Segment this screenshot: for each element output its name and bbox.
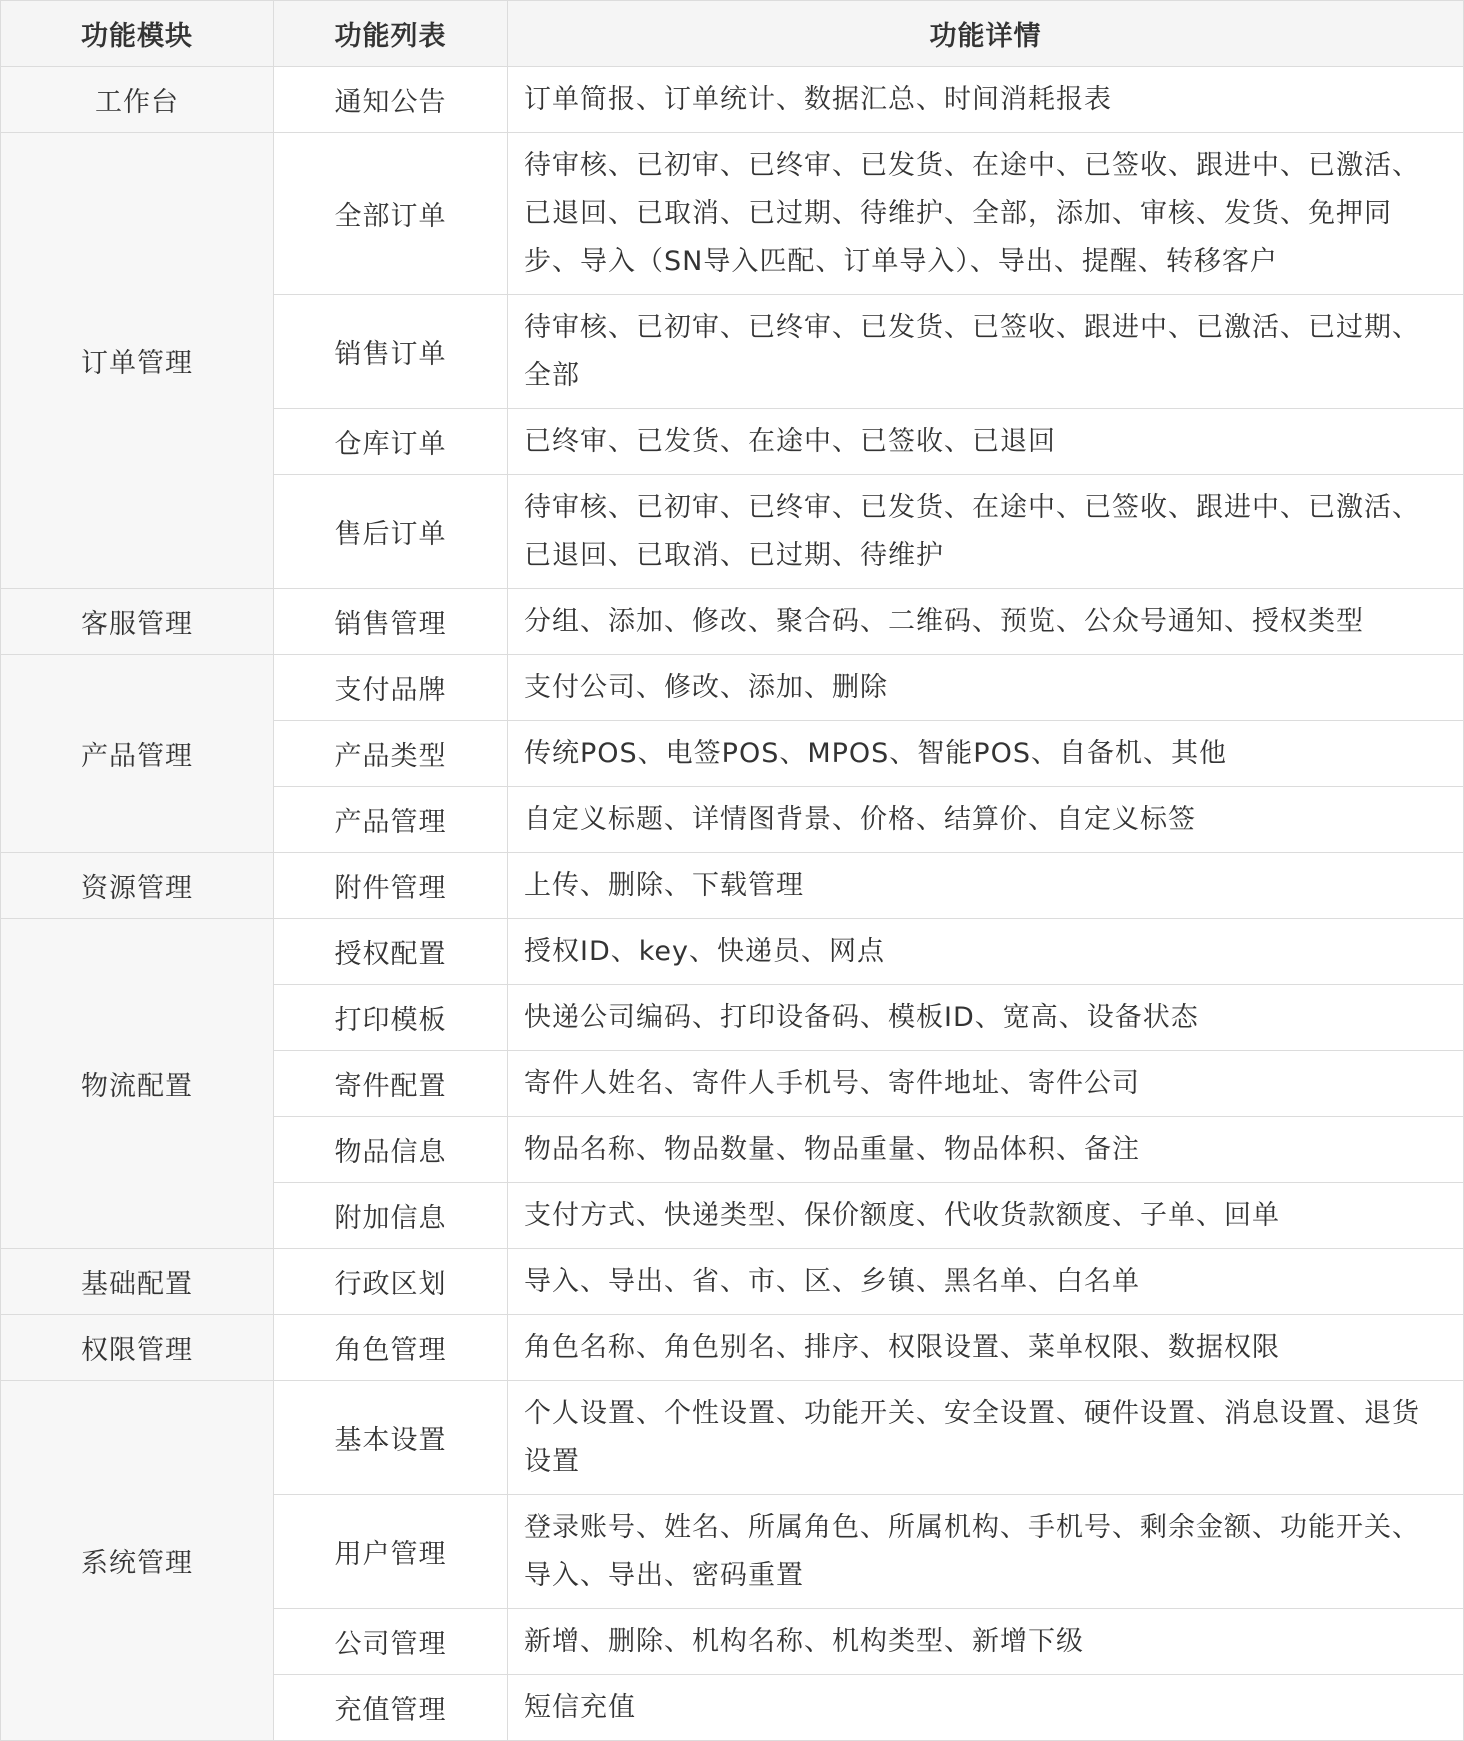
detail-cell: 物品名称、物品数量、物品重量、物品体积、备注 <box>508 1117 1464 1183</box>
feature-cell: 附件管理 <box>274 853 508 919</box>
detail-cell: 登录账号、姓名、所属角色、所属机构、手机号、剩余金额、功能开关、导入、导出、密码重置 <box>508 1495 1464 1609</box>
detail-cell: 订单简报、订单统计、数据汇总、时间消耗报表 <box>508 67 1464 133</box>
table-row <box>1 1249 1464 1315</box>
feature-cell: 销售订单 <box>274 295 508 409</box>
module-cell: 权限管理 <box>1 1315 274 1381</box>
detail-cell: 自定义标题、详情图背景、价格、结算价、自定义标签 <box>508 787 1464 853</box>
detail-cell: 支付公司、修改、添加、删除 <box>508 655 1464 721</box>
module-cell: 客服管理 <box>1 589 274 655</box>
module-cell: 订单管理 <box>1 133 274 589</box>
table-row <box>1 1315 1464 1381</box>
module-cell: 工作台 <box>1 67 274 133</box>
feature-cell: 售后订单 <box>274 475 508 589</box>
detail-cell: 寄件人姓名、寄件人手机号、寄件地址、寄件公司 <box>508 1051 1464 1117</box>
detail-cell: 快递公司编码、打印设备码、模板ID、宽高、设备状态 <box>508 985 1464 1051</box>
detail-cell: 授权ID、key、快递员、网点 <box>508 919 1464 985</box>
feature-cell: 全部订单 <box>274 133 508 295</box>
header-module: 功能模块 <box>1 1 274 67</box>
detail-cell: 个人设置、个性设置、功能开关、安全设置、硬件设置、消息设置、退货设置 <box>508 1381 1464 1495</box>
table-row <box>1 853 1464 919</box>
table-row <box>1 655 1464 721</box>
detail-cell: 短信充值 <box>508 1675 1464 1741</box>
table-row <box>1 919 1464 985</box>
feature-cell: 寄件配置 <box>274 1051 508 1117</box>
table-row <box>1 67 1464 133</box>
feature-cell: 产品类型 <box>274 721 508 787</box>
feature-cell: 公司管理 <box>274 1609 508 1675</box>
feature-cell: 行政区划 <box>274 1249 508 1315</box>
detail-cell: 分组、添加、修改、聚合码、二维码、预览、公众号通知、授权类型 <box>508 589 1464 655</box>
table-header-row <box>1 1 1464 67</box>
table-row <box>1 1381 1464 1495</box>
feature-cell: 附加信息 <box>274 1183 508 1249</box>
feature-cell: 用户管理 <box>274 1495 508 1609</box>
feature-cell: 销售管理 <box>274 589 508 655</box>
detail-cell: 待审核、已初审、已终审、已发货、在途中、已签收、跟进中、已激活、已退回、已取消、已过期、待维护、全部，添加、审核、发货、免押同步、导入（SN导入匹配、订单导入）、导出、提醒、转移客户 <box>508 133 1464 295</box>
table-row <box>1 133 1464 295</box>
feature-cell: 仓库订单 <box>274 409 508 475</box>
feature-cell: 打印模板 <box>274 985 508 1051</box>
feature-cell: 充值管理 <box>274 1675 508 1741</box>
module-cell: 资源管理 <box>1 853 274 919</box>
table-row <box>1 589 1464 655</box>
detail-cell: 导入、导出、省、市、区、乡镇、黑名单、白名单 <box>508 1249 1464 1315</box>
module-cell: 物流配置 <box>1 919 274 1249</box>
header-feature: 功能列表 <box>274 1 508 67</box>
feature-cell: 支付品牌 <box>274 655 508 721</box>
detail-cell: 已终审、已发货、在途中、已签收、已退回 <box>508 409 1464 475</box>
feature-cell: 授权配置 <box>274 919 508 985</box>
module-cell: 基础配置 <box>1 1249 274 1315</box>
header-detail: 功能详情 <box>508 1 1464 67</box>
detail-cell: 角色名称、角色别名、排序、权限设置、菜单权限、数据权限 <box>508 1315 1464 1381</box>
detail-cell: 传统POS、电签POS、MPOS、智能POS、自备机、其他 <box>508 721 1464 787</box>
detail-cell: 新增、删除、机构名称、机构类型、新增下级 <box>508 1609 1464 1675</box>
detail-cell: 待审核、已初审、已终审、已发货、在途中、已签收、跟进中、已激活、已退回、已取消、已过期、待维护 <box>508 475 1464 589</box>
feature-cell: 物品信息 <box>274 1117 508 1183</box>
detail-cell: 支付方式、快递类型、保价额度、代收货款额度、子单、回单 <box>508 1183 1464 1249</box>
detail-cell: 上传、删除、下载管理 <box>508 853 1464 919</box>
detail-cell: 待审核、已初审、已终审、已发货、已签收、跟进中、已激活、已过期、全部 <box>508 295 1464 409</box>
module-cell: 产品管理 <box>1 655 274 853</box>
feature-cell: 产品管理 <box>274 787 508 853</box>
module-cell: 系统管理 <box>1 1381 274 1741</box>
feature-cell: 通知公告 <box>274 67 508 133</box>
feature-cell: 角色管理 <box>274 1315 508 1381</box>
feature-cell: 基本设置 <box>274 1381 508 1495</box>
